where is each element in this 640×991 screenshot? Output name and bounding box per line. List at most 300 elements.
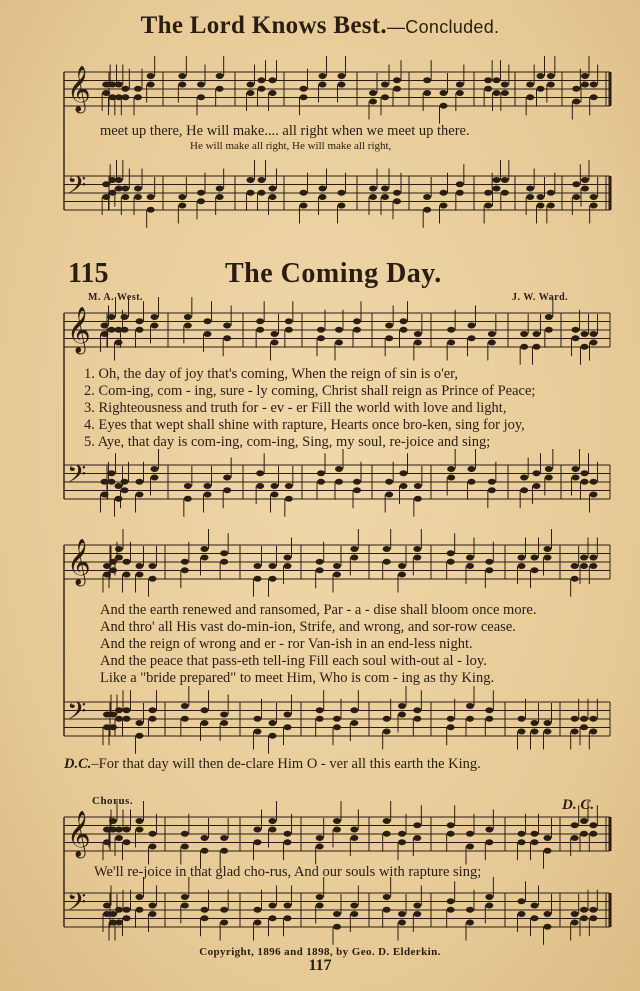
- note-head: [184, 496, 192, 502]
- note-head: [518, 729, 526, 735]
- note-head: [413, 555, 421, 561]
- note-head: [316, 567, 324, 573]
- note-head: [319, 186, 327, 192]
- note-head: [300, 94, 308, 100]
- note-head: [485, 559, 493, 565]
- note-head: [590, 331, 598, 337]
- note-head: [393, 77, 401, 83]
- note-head: [383, 831, 391, 837]
- note-head: [589, 907, 597, 913]
- note-head: [271, 331, 279, 337]
- note-head: [589, 555, 597, 561]
- note-head: [440, 203, 448, 209]
- note-head: [485, 716, 493, 722]
- note-head: [204, 483, 212, 489]
- note-head: [316, 707, 324, 713]
- note-head: [350, 546, 358, 552]
- verse-cont-2: And thro' all His vast do-min-ion, Strife, and wrong, and sor-row cease.: [100, 619, 516, 635]
- note-head: [383, 818, 391, 824]
- note-head: [488, 331, 496, 337]
- note-head: [201, 555, 209, 561]
- note-head: [220, 907, 228, 913]
- note-head: [571, 822, 579, 828]
- note-head: [414, 331, 422, 337]
- note-head: [102, 82, 110, 88]
- note-head: [181, 703, 189, 709]
- note-head: [468, 479, 476, 485]
- note-head: [103, 724, 111, 730]
- note-head: [101, 479, 109, 485]
- title-text: The Lord Knows Best.: [140, 12, 387, 39]
- note-head: [520, 344, 528, 350]
- note-head: [413, 822, 421, 828]
- top-lyric: meet up there, He will make.... all right when we meet up there.: [100, 123, 470, 139]
- note-head: [589, 831, 597, 837]
- note-head: [256, 483, 264, 489]
- note-head: [254, 920, 262, 926]
- note-head: [590, 82, 598, 88]
- dc-label: D.C.: [64, 756, 92, 772]
- note-head: [447, 559, 455, 565]
- note-head: [102, 194, 110, 200]
- note-head: [149, 903, 157, 909]
- note-head: [201, 707, 209, 713]
- note-head: [468, 335, 476, 341]
- verse-line-1: 1. Oh, the day of joy that's coming, When the reign of sin is o'er,: [84, 366, 459, 382]
- note-head: [181, 894, 189, 900]
- note-head: [468, 323, 476, 329]
- note-head: [413, 707, 421, 713]
- note-head: [136, 894, 144, 900]
- note-head: [580, 915, 588, 921]
- verse-line-4: 4. Eyes that wept shall shine with rapture, Hearts once bro-ken, sing for joy,: [84, 417, 525, 433]
- note-head: [300, 203, 308, 209]
- note-head: [413, 835, 421, 841]
- note-head: [254, 907, 262, 913]
- note-head: [216, 73, 224, 79]
- note-head: [350, 911, 358, 917]
- note-head: [284, 839, 292, 845]
- note-head: [147, 207, 155, 213]
- note-head: [101, 331, 109, 337]
- note-head: [103, 712, 111, 718]
- treble-clef-icon: 𝄞: [67, 539, 91, 585]
- note-head: [151, 314, 159, 320]
- note-head: [123, 839, 131, 845]
- note-head: [580, 818, 588, 824]
- note-head: [414, 483, 422, 489]
- note-head: [319, 194, 327, 200]
- note-head: [333, 911, 341, 917]
- note-head: [316, 844, 324, 850]
- note-head: [545, 475, 553, 481]
- note-head: [284, 555, 292, 561]
- note-head: [381, 94, 389, 100]
- note-head: [285, 483, 293, 489]
- note-head: [520, 331, 528, 337]
- note-head: [350, 707, 358, 713]
- note-head: [590, 203, 598, 209]
- note-head: [103, 827, 111, 833]
- note-head: [181, 559, 189, 565]
- note-head: [572, 475, 580, 481]
- note-head: [123, 716, 131, 722]
- note-head: [317, 470, 325, 476]
- note-head: [335, 340, 343, 346]
- note-head: [338, 203, 346, 209]
- note-head: [300, 86, 308, 92]
- note-head: [440, 190, 448, 196]
- verse-cont-5: Like a "bride prepared" to meet Him, Who is com - ing as thy King.: [100, 670, 495, 686]
- note-head: [201, 546, 209, 552]
- note-head: [256, 318, 264, 324]
- note-head: [398, 703, 406, 709]
- note-head: [284, 724, 292, 730]
- dc-text: –For that day will then de-clare Him O - ver all this earth the King.: [91, 756, 481, 772]
- note-head: [398, 831, 406, 837]
- note-head: [149, 707, 157, 713]
- treble-clef-icon: 𝄞: [67, 307, 91, 353]
- note-head: [285, 496, 293, 502]
- note-head: [413, 716, 421, 722]
- note-head: [466, 907, 474, 913]
- top-under-lyric: He will make all right, He will make all right,: [190, 140, 392, 152]
- note-head: [590, 94, 598, 100]
- note-head: [393, 198, 401, 204]
- chorus-label: Chorus.: [92, 795, 134, 807]
- note-head: [254, 827, 262, 833]
- note-head: [316, 835, 324, 841]
- note-head: [531, 567, 539, 573]
- verse-cont-1: And the earth renewed and ransomed, Par - a - dise shall bloom once more.: [100, 602, 537, 618]
- verse-line-3: 3. Righteousness and truth for - ev - er Fill the world with love and light,: [84, 400, 507, 416]
- note-head: [383, 716, 391, 722]
- note-head: [115, 907, 123, 913]
- note-head: [485, 567, 493, 573]
- note-head: [151, 475, 159, 481]
- note-head: [181, 903, 189, 909]
- note-head: [204, 331, 212, 337]
- note-head: [319, 73, 327, 79]
- note-head: [545, 466, 553, 472]
- note-head: [178, 82, 186, 88]
- note-head: [123, 907, 131, 913]
- note-head: [398, 911, 406, 917]
- note-head: [147, 73, 155, 79]
- note-head: [147, 194, 155, 200]
- note-head: [501, 190, 509, 196]
- note-head: [269, 90, 277, 96]
- note-head: [197, 94, 205, 100]
- note-head: [109, 818, 117, 824]
- note-head: [254, 563, 262, 569]
- note-head: [589, 563, 597, 569]
- note-head: [385, 335, 393, 341]
- note-head: [319, 82, 327, 88]
- note-head: [333, 818, 341, 824]
- note-head: [269, 563, 277, 569]
- note-head: [440, 90, 448, 96]
- note-head: [201, 915, 209, 921]
- note-head: [247, 90, 255, 96]
- note-head: [197, 198, 205, 204]
- note-head: [269, 903, 277, 909]
- note-head: [580, 907, 588, 913]
- note-head: [468, 466, 476, 472]
- note-head: [400, 483, 408, 489]
- note-head: [197, 82, 205, 88]
- note-head: [485, 903, 493, 909]
- note-head: [123, 915, 131, 921]
- note-head: [338, 73, 346, 79]
- note-head: [149, 716, 157, 722]
- note-head: [447, 327, 455, 333]
- note-head: [518, 839, 526, 845]
- note-head: [571, 563, 579, 569]
- note-head: [423, 207, 431, 213]
- note-head: [103, 572, 111, 578]
- page-number: 117: [308, 957, 332, 974]
- note-head: [271, 492, 279, 498]
- note-head: [572, 194, 580, 200]
- dc-mark: D. C.: [562, 797, 595, 813]
- note-head: [571, 576, 579, 582]
- note-head: [533, 331, 541, 337]
- note-head: [254, 729, 262, 735]
- note-head: [220, 835, 228, 841]
- note-head: [572, 86, 580, 92]
- note-head: [383, 729, 391, 735]
- bass-clef-icon: 𝄢: [67, 888, 87, 923]
- note-head: [254, 716, 262, 722]
- note-head: [381, 194, 389, 200]
- note-head: [284, 712, 292, 718]
- note-head: [572, 327, 580, 333]
- note-head: [247, 82, 255, 88]
- note-head: [335, 466, 343, 472]
- note-head: [493, 186, 501, 192]
- note-head: [385, 323, 393, 329]
- note-head: [316, 894, 324, 900]
- note-head: [184, 314, 192, 320]
- note-head: [220, 920, 228, 926]
- note-head: [103, 903, 111, 909]
- note-head: [485, 707, 493, 713]
- note-head: [350, 903, 358, 909]
- note-head: [115, 546, 123, 552]
- note-head: [149, 831, 157, 837]
- note-head: [413, 546, 421, 552]
- note-head: [544, 911, 552, 917]
- note-head: [184, 323, 192, 329]
- note-head: [581, 186, 589, 192]
- note-head: [580, 555, 588, 561]
- note-head: [300, 190, 308, 196]
- note-head: [447, 831, 455, 837]
- note-head: [423, 194, 431, 200]
- note-head: [581, 479, 589, 485]
- note-head: [400, 470, 408, 476]
- note-head: [580, 724, 588, 730]
- note-head: [518, 831, 526, 837]
- note-head: [533, 483, 541, 489]
- note-head: [518, 555, 526, 561]
- note-head: [484, 203, 492, 209]
- note-head: [447, 907, 455, 913]
- note-head: [381, 186, 389, 192]
- note-head: [350, 555, 358, 561]
- note-head: [531, 903, 539, 909]
- note-head: [109, 559, 117, 565]
- note-head: [101, 492, 109, 498]
- note-head: [316, 559, 324, 565]
- note-head: [269, 77, 277, 83]
- note-head: [398, 572, 406, 578]
- note-head: [258, 77, 266, 83]
- note-head: [571, 729, 579, 735]
- note-head: [149, 576, 157, 582]
- note-head: [269, 576, 277, 582]
- note-head: [216, 86, 224, 92]
- note-head: [547, 82, 555, 88]
- note-head: [258, 190, 266, 196]
- note-head: [544, 924, 552, 930]
- note-head: [102, 181, 110, 187]
- note-head: [216, 194, 224, 200]
- note-head: [121, 327, 129, 333]
- note-head: [108, 327, 116, 333]
- note-head: [269, 720, 277, 726]
- note-head: [254, 576, 262, 582]
- note-head: [115, 707, 123, 713]
- note-head: [247, 190, 255, 196]
- note-head: [350, 835, 358, 841]
- note-head: [136, 572, 144, 578]
- note-head: [103, 563, 111, 569]
- note-head: [317, 479, 325, 485]
- note-head: [537, 86, 545, 92]
- note-head: [216, 186, 224, 192]
- note-head: [423, 90, 431, 96]
- note-head: [581, 82, 589, 88]
- note-head: [178, 73, 186, 79]
- note-head: [571, 835, 579, 841]
- note-head: [571, 716, 579, 722]
- note-head: [383, 894, 391, 900]
- note-head: [385, 492, 393, 498]
- note-head: [269, 818, 277, 824]
- note-head: [537, 194, 545, 200]
- note-head: [316, 716, 324, 722]
- treble-clef-icon: 𝄞: [67, 811, 91, 857]
- note-head: [333, 724, 341, 730]
- note-head: [447, 716, 455, 722]
- note-head: [544, 835, 552, 841]
- note-head: [501, 177, 509, 183]
- note-head: [518, 716, 526, 722]
- note-head: [485, 839, 493, 845]
- note-head: [121, 186, 129, 192]
- note-head: [447, 340, 455, 346]
- note-head: [447, 724, 455, 730]
- verse-line-5: 5. Aye, that day is com-ing, com-ing, Sing, my soul, re-joice and sing;: [84, 434, 491, 450]
- note-head: [466, 555, 474, 561]
- note-head: [369, 99, 377, 105]
- note-head: [466, 831, 474, 837]
- note-head: [134, 94, 142, 100]
- note-head: [284, 903, 292, 909]
- note-head: [115, 835, 123, 841]
- note-head: [121, 487, 129, 493]
- note-head: [466, 563, 474, 569]
- note-head: [400, 318, 408, 324]
- note-head: [136, 733, 144, 739]
- note-head: [123, 572, 131, 578]
- note-head: [572, 466, 580, 472]
- note-head: [284, 831, 292, 837]
- note-head: [317, 335, 325, 341]
- note-head: [151, 466, 159, 472]
- note-head: [590, 479, 598, 485]
- note-head: [317, 327, 325, 333]
- note-head: [115, 496, 123, 502]
- note-head: [149, 563, 157, 569]
- note-head: [537, 203, 545, 209]
- hymn-number: 115: [68, 258, 109, 289]
- note-head: [109, 94, 117, 100]
- note-head: [413, 903, 421, 909]
- note-head: [413, 911, 421, 917]
- note-head: [589, 729, 597, 735]
- note-head: [456, 90, 464, 96]
- note-head: [571, 911, 579, 917]
- note-head: [258, 86, 266, 92]
- note-head: [136, 907, 144, 913]
- note-head: [149, 844, 157, 850]
- note-head: [178, 203, 186, 209]
- note-head: [223, 487, 231, 493]
- note-head: [201, 720, 209, 726]
- note-head: [353, 479, 361, 485]
- note-head: [136, 318, 144, 324]
- note-head: [488, 487, 496, 493]
- note-head: [369, 186, 377, 192]
- note-head: [580, 716, 588, 722]
- note-head: [531, 729, 539, 735]
- note-head: [223, 475, 231, 481]
- note-head: [545, 314, 553, 320]
- note-head: [136, 827, 144, 833]
- verse-line-2: 2. Com-ing, com - ing, sure - ly coming, Christ shall reign as Prince of Peace;: [84, 383, 536, 399]
- note-head: [284, 563, 292, 569]
- note-head: [456, 181, 464, 187]
- note-head: [256, 327, 264, 333]
- note-head: [447, 475, 455, 481]
- note-head: [147, 82, 155, 88]
- note-head: [520, 487, 528, 493]
- note-head: [398, 839, 406, 845]
- note-head: [333, 563, 341, 569]
- author-left: M. A. West.: [88, 292, 144, 303]
- note-head: [537, 73, 545, 79]
- note-head: [136, 479, 144, 485]
- note-head: [136, 492, 144, 498]
- note-head: [580, 831, 588, 837]
- note-head: [447, 822, 455, 828]
- note-head: [151, 323, 159, 329]
- note-head: [256, 470, 264, 476]
- note-head: [533, 470, 541, 476]
